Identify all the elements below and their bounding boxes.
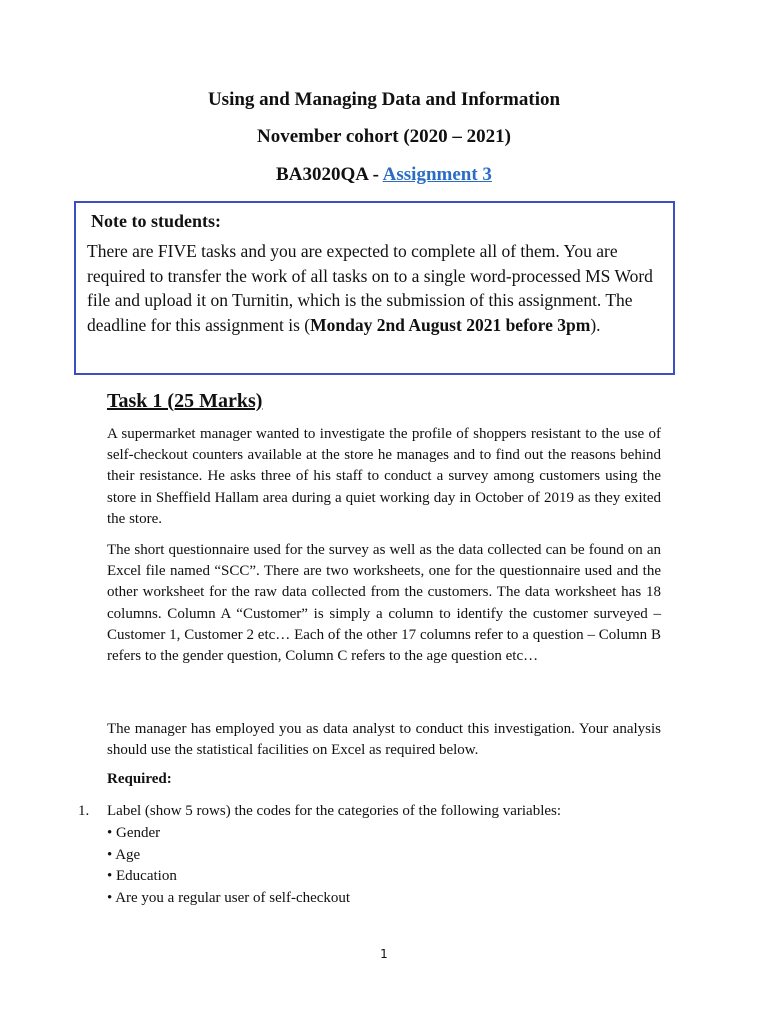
variable-list: [107, 823, 350, 909]
list-number: 1.: [78, 803, 90, 819]
list-item: • Education: [107, 866, 350, 888]
document-title: Using and Managing Data and Information: [207, 89, 561, 110]
task-title: Task 1 (25 Marks): [107, 390, 263, 412]
note-text-part1: There are FIVE tasks and you are expected to complete all of them. You are required to transfer the work of all tasks on to a single word-processed MS Word file and upload it on Turnitin, which is the submission of this assignment. The deadline for this assignment is (: [87, 241, 653, 335]
list-item: • Gender: [107, 823, 350, 845]
page-number: 1: [380, 947, 388, 961]
task-paragraph-1: A supermarket manager wanted to investigate the profile of shoppers resistant to the use of self-checkout counters available at the store he manages and to find out the reasons behind their resistance. He asks three of his staff to conduct a survey among customers using the store in Sheffield Hallam area during a quiet working day in October of 2019 as they exited the store.: [107, 426, 661, 527]
note-title: Note to students:: [91, 211, 221, 231]
cohort-heading: November cohort (2020 – 2021): [257, 126, 511, 147]
assignment-link[interactable]: Assignment 3: [382, 164, 492, 185]
task-paragraph-3: The manager has employed you as data analyst to conduct this investigation. Your analysis should use the statistical facilities on Excel as required below.: [107, 721, 661, 759]
module-code: BA3020QA -: [276, 164, 383, 185]
list-item: • Age: [107, 845, 350, 867]
module-code-heading: [0, 164, 768, 186]
note-box: [74, 201, 675, 375]
deadline: Monday 2nd August 2021 before 3pm: [310, 314, 591, 335]
task-paragraph-2: The short questionnaire used for the survey as well as the data collected can be found on an Excel file named “SCC”. There are two worksheets, one for the questionnaire used and the other worksheet for the raw data collected from the customers. The data worksheet has 18 columns. Column A “Customer” is simply a column to identify the customer surveyed – Customer 1, Customer 2 etc… Each of the other 17 columns refer to a question – Column B refers to the gender question, Column C refers to the age question etc…: [107, 542, 661, 665]
note-text: [87, 239, 672, 337]
list-item-text: Label (show 5 rows) the codes for the categories of the following variables:: [107, 803, 562, 819]
required-label: Required:: [107, 771, 172, 787]
note-text-part2: ).: [590, 314, 601, 335]
list-item: • Are you a regular user of self-checkout: [107, 888, 350, 910]
